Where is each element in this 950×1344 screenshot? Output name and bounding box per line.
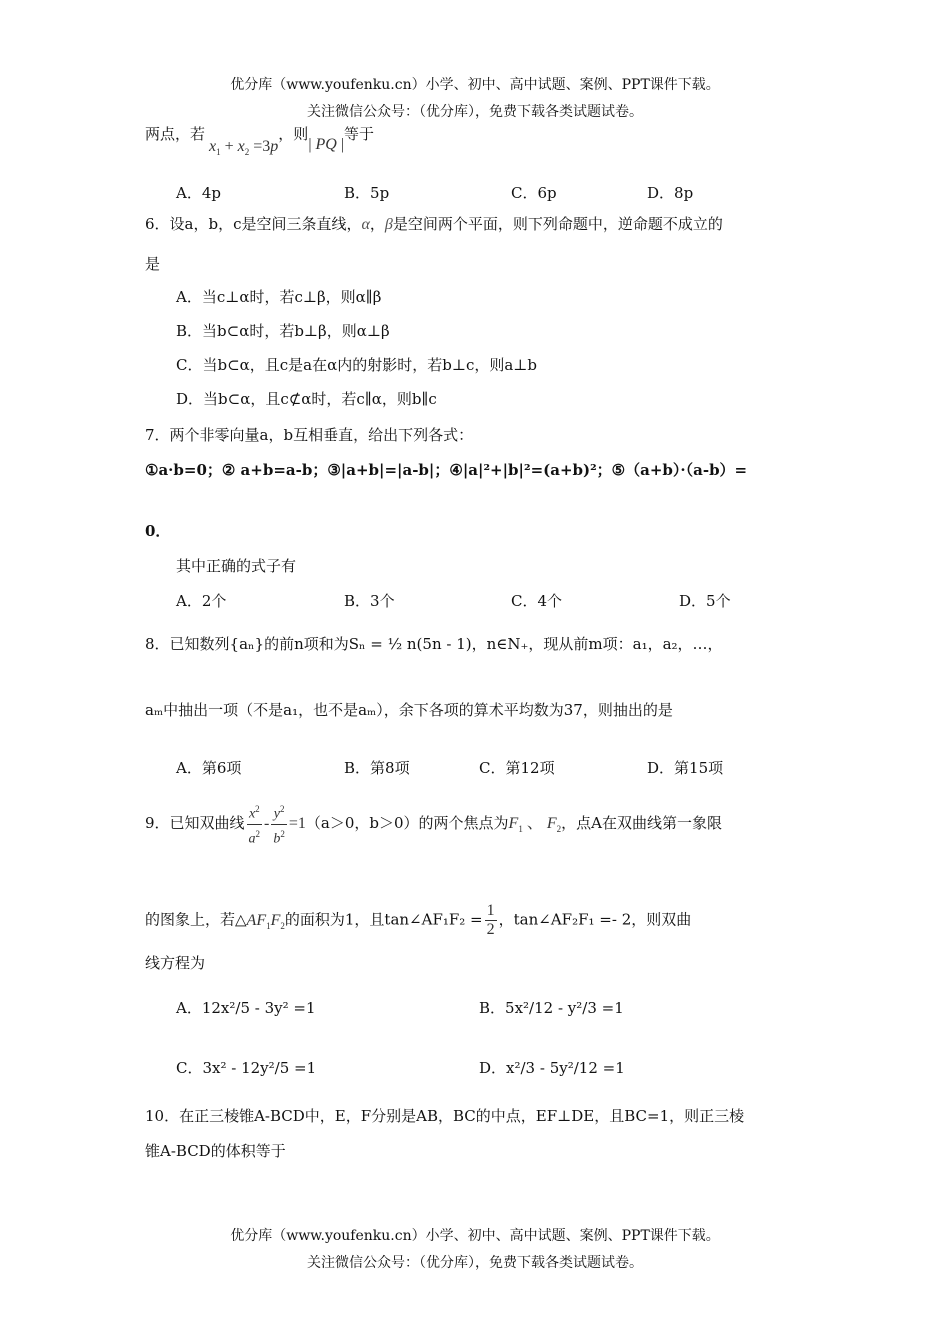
q6-stem: 6．设a，b，c是空间三条直线，α，β是空间两个平面，则下列命题中，逆命题不成立的 <box>145 215 723 233</box>
q9-option-b[interactable]: B．5x²/12 - y²/3 =1 <box>479 999 624 1017</box>
q8-stem-line-1: 8．已知数列{aₙ}的前n项和为Sₙ = ½ n(5n - 1)，n∈N₊，现从前m项：a₁，a₂，…， <box>145 635 723 653</box>
q9-option-c[interactable]: C．3x² - 12y²/5 =1 <box>176 1059 317 1077</box>
q5-option-b[interactable]: B．5p <box>344 184 390 202</box>
q9-stem-line-3: 线方程为 <box>145 954 206 972</box>
q8-option-c[interactable]: C．第12项 <box>479 759 555 777</box>
header-line-2: 关注微信公众号：（优分库），免费下载各类试题试卷。 <box>307 104 643 120</box>
q7-option-d[interactable]: D．5个 <box>679 592 731 610</box>
q7-option-a[interactable]: A．2个 <box>176 592 227 610</box>
q5-option-a[interactable]: A．4p <box>176 184 221 202</box>
q6-option-c[interactable]: C．当b⊂α，且c是a在α内的射影时，若b⊥c，则a⊥b <box>176 356 538 374</box>
q7-option-c[interactable]: C．4个 <box>511 592 563 610</box>
q9-stem-line-1: 9．已知双曲线 $\frac{x^2}{a^2}$ - $\frac{y^2}{b^2}$ =1（a＞0，b＞0）的两个焦点为$F_1$ 、 $F_2$，点A在双曲线第一象限 <box>145 800 722 848</box>
q8-option-a[interactable]: A．第6项 <box>176 759 242 777</box>
q7-zero: 0． <box>145 522 171 540</box>
q7-formulas: ①a·b=0；② a+b=a-b；③|a+b|=|a-b|；④|a|²+|b|²=(a+b)²；⑤（a+b）·（a-b）= <box>145 461 748 479</box>
q7-stem: 7．两个非零向量a，b互相垂直，给出下列各式： <box>145 426 474 444</box>
q5-option-c[interactable]: C．6p <box>511 184 557 202</box>
q5-option-d[interactable]: D．8p <box>647 184 694 202</box>
q9-option-a[interactable]: A．12x²/5 - 3y² =1 <box>176 999 316 1017</box>
header-line-1: 优分库（www.youfenku.cn）小学、初中、高中试题、案例、PPT课件下载。 <box>230 77 720 93</box>
q5-lead: 两点，若 $x_1 + x_2 =3p$，则| PQ |等于 <box>145 125 375 158</box>
q6-option-a[interactable]: A．当c⊥α时，若c⊥β，则α∥β <box>176 288 382 306</box>
q6-stem-end: 是 <box>145 255 161 273</box>
footer-line-1: 优分库（www.youfenku.cn）小学、初中、高中试题、案例、PPT课件下载。 <box>230 1228 720 1244</box>
footer-line-2: 关注微信公众号：（优分库），免费下载各类试题试卷。 <box>307 1255 643 1271</box>
q8-option-d[interactable]: D．第15项 <box>647 759 724 777</box>
q9-stem-line-2: 的图象上，若$\triangle AF_1F_2$的面积为1，且tan∠AF₁F₂ = $\frac{1}{2}$ ，tan∠AF₂F₁ =- 2，则双曲 <box>145 902 692 938</box>
q10-stem-line-1: 10．在正三棱锥A-BCD中，E，F分别是AB，BC的中点，EF⊥DE，且BC=1，则正三棱 <box>145 1107 745 1125</box>
q7-option-b[interactable]: B．3个 <box>344 592 395 610</box>
q6-option-d[interactable]: D．当b⊂α，且c⊄α时，若c∥α，则b∥c <box>176 390 437 408</box>
q6-option-b[interactable]: B．当b⊂α时，若b⊥β，则α⊥β <box>176 322 390 340</box>
q10-stem-line-2: 锥A-BCD的体积等于 <box>145 1142 286 1160</box>
q8-option-b[interactable]: B．第8项 <box>344 759 410 777</box>
q8-stem-line-2: aₘ中抽出一项（不是a₁，也不是aₘ），余下各项的算术平均数为37，则抽出的是 <box>145 701 673 719</box>
q7-question: 其中正确的式子有 <box>176 557 297 575</box>
q9-option-d[interactable]: D．x²/3 - 5y²/12 =1 <box>479 1059 625 1077</box>
